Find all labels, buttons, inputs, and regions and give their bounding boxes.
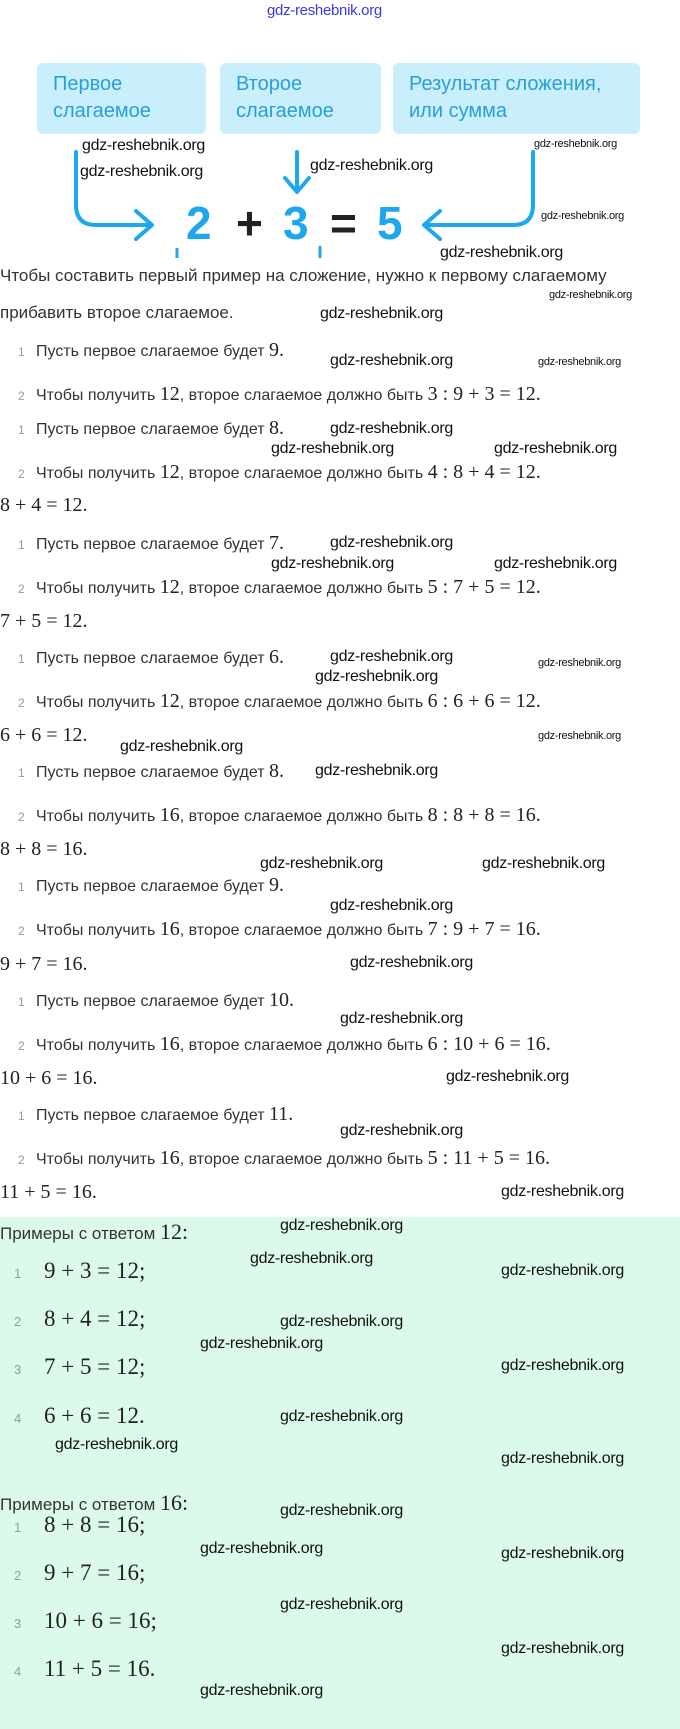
step-second-addend: [18, 383, 541, 406]
summary-title-text: Примеры с ответом: [0, 1495, 160, 1514]
box-line: слагаемое: [53, 100, 151, 122]
step-text: Пусть первое слагаемое будет: [36, 536, 269, 553]
watermark: gdz-reshebnik.org: [549, 289, 632, 301]
step-text: Пусть первое слагаемое будет: [36, 650, 269, 667]
watermark: gdz-reshebnik.org: [267, 2, 382, 19]
step-text: Чтобы получить: [36, 580, 160, 597]
watermark: gdz-reshebnik.org: [446, 1068, 569, 1085]
step-math: 12: [159, 690, 180, 712]
item-number: 3: [14, 1362, 22, 1377]
summary-item: [14, 1656, 155, 1682]
watermark: gdz-reshebnik.org: [80, 163, 203, 180]
watermark: gdz-reshebnik.org: [82, 137, 205, 154]
watermark: gdz-reshebnik.org: [55, 1436, 178, 1453]
step-math: 10.: [268, 989, 294, 1011]
step-number: 1: [18, 538, 25, 552]
summary-item: [14, 1354, 145, 1380]
summary-item: [14, 1560, 145, 1586]
summary-title: [0, 1219, 188, 1245]
step-text: Пусть первое слагаемое будет: [36, 421, 269, 438]
watermark: gdz-reshebnik.org: [501, 1262, 624, 1279]
step-second-addend: [18, 1033, 551, 1056]
watermark: gdz-reshebnik.org: [494, 440, 617, 457]
watermark: gdz-reshebnik.org: [340, 1010, 463, 1027]
step-text: , второе слагаемое должно быть: [179, 694, 428, 711]
step-text: Чтобы получить: [36, 1037, 160, 1054]
watermark: gdz-reshebnik.org: [501, 1183, 624, 1200]
step-math: 6.: [268, 646, 284, 668]
equation-second-addend: 3: [283, 197, 309, 249]
watermark: gdz-reshebnik.org: [280, 1502, 403, 1519]
watermark: gdz-reshebnik.org: [501, 1545, 624, 1562]
step-text: Пусть первое слагаемое будет: [36, 878, 269, 895]
watermark: gdz-reshebnik.org: [271, 440, 394, 457]
intro-line: прибавить второе слагаемое.: [0, 303, 234, 322]
summary-title-number: 12:: [160, 1219, 189, 1244]
step-first-addend: [18, 532, 284, 555]
step-first-addend: [18, 1103, 293, 1126]
step-number: 2: [18, 389, 25, 403]
summary-item: [14, 1608, 157, 1634]
step-text: Чтобы получить: [36, 922, 160, 939]
box-line: или сумма: [409, 100, 507, 122]
item-expression: 9 + 3 = 12;: [44, 1258, 146, 1283]
watermark: gdz-reshebnik.org: [494, 555, 617, 572]
step-number: 2: [18, 810, 25, 824]
step-math: 16: [159, 1147, 180, 1169]
step-number: 1: [18, 766, 25, 780]
step-text: , второе слагаемое должно быть: [179, 922, 428, 939]
step-first-addend: [18, 417, 284, 440]
item-number: 4: [14, 1411, 22, 1426]
watermark: gdz-reshebnik.org: [501, 1640, 624, 1657]
item-expression: 8 + 4 = 12;: [44, 1306, 146, 1331]
watermark: gdz-reshebnik.org: [534, 138, 617, 150]
item-number: 4: [14, 1664, 22, 1679]
step-math: 6 : 6 + 6 = 12.: [427, 690, 541, 712]
step-number: 1: [18, 423, 25, 437]
step-math: 16: [159, 918, 180, 940]
item-expression: 6 + 6 = 12.: [44, 1403, 145, 1428]
step-number: 2: [18, 1153, 25, 1167]
watermark: gdz-reshebnik.org: [538, 657, 621, 669]
step-text: , второе слагаемое должно быть: [179, 580, 428, 597]
step-second-addend: [18, 918, 541, 941]
step-text: Чтобы получить: [36, 387, 160, 404]
summary-item: [14, 1403, 145, 1429]
step-number: 2: [18, 467, 25, 481]
item-number: 1: [14, 1520, 22, 1535]
watermark: gdz-reshebnik.org: [320, 305, 443, 322]
step-math: 8 : 8 + 8 = 16.: [427, 804, 541, 826]
watermark: gdz-reshebnik.org: [541, 210, 624, 222]
step-second-addend: [18, 461, 541, 484]
step-number: 1: [18, 345, 25, 359]
watermark: gdz-reshebnik.org: [280, 1217, 403, 1234]
intro-line: Чтобы составить первый пример на сложение, нужно к первому слагаемому: [0, 266, 607, 285]
step-math: 6 : 10 + 6 = 16.: [427, 1033, 551, 1055]
watermark: gdz-reshebnik.org: [315, 668, 438, 685]
step-text: Чтобы получить: [36, 465, 160, 482]
step-text: Чтобы получить: [36, 808, 160, 825]
box-line: Результат сложения,: [409, 73, 602, 95]
step-second-addend: [18, 690, 541, 713]
step-second-addend: [18, 804, 541, 827]
watermark: gdz-reshebnik.org: [330, 648, 453, 665]
watermark: gdz-reshebnik.org: [260, 855, 383, 872]
step-text: , второе слагаемое должно быть: [179, 387, 428, 404]
item-number: 2: [14, 1314, 22, 1329]
watermark: gdz-reshebnik.org: [200, 1682, 323, 1699]
step-number: 1: [18, 880, 25, 894]
step-math: 16: [159, 1033, 180, 1055]
step-math: 8.: [268, 760, 284, 782]
watermark: gdz-reshebnik.org: [271, 555, 394, 572]
step-text: Чтобы получить: [36, 1151, 160, 1168]
example-result: 11 + 5 = 16.: [0, 1181, 97, 1203]
box-line: слагаемое: [236, 100, 334, 122]
step-math: 9.: [268, 874, 284, 896]
equation-first-addend: 2: [186, 197, 212, 249]
item-expression: 10 + 6 = 16;: [44, 1608, 157, 1633]
watermark: gdz-reshebnik.org: [501, 1357, 624, 1374]
step-text: , второе слагаемое должно быть: [179, 1037, 428, 1054]
step-number: 2: [18, 696, 25, 710]
item-expression: 7 + 5 = 12;: [44, 1354, 146, 1379]
step-first-addend: [18, 646, 284, 669]
step-number: 2: [18, 1039, 25, 1053]
summary-item: [14, 1512, 145, 1538]
step-math: 4 : 8 + 4 = 12.: [427, 461, 541, 483]
step-number: 1: [18, 1109, 25, 1123]
step-second-addend: [18, 1147, 550, 1170]
equation-equals: =: [330, 197, 357, 249]
item-number: 2: [14, 1568, 22, 1583]
step-math: 11.: [268, 1103, 294, 1125]
watermark: gdz-reshebnik.org: [280, 1596, 403, 1613]
example-result: 9 + 7 = 16.: [0, 953, 88, 975]
step-second-addend: [18, 576, 541, 599]
step-math: 12: [159, 461, 180, 483]
watermark: gdz-reshebnik.org: [120, 738, 243, 755]
step-first-addend: [18, 874, 284, 897]
watermark: gdz-reshebnik.org: [280, 1408, 403, 1425]
step-math: 3 : 9 + 3 = 12.: [427, 383, 541, 405]
step-math: 12: [159, 576, 180, 598]
step-number: 1: [18, 652, 25, 666]
equation-plus: +: [236, 197, 263, 249]
watermark: gdz-reshebnik.org: [330, 352, 453, 369]
step-math: 7.: [268, 532, 284, 554]
summary-item: [14, 1306, 145, 1332]
example-result: 10 + 6 = 16.: [0, 1067, 98, 1089]
summary-title-text: Примеры с ответом: [0, 1224, 160, 1243]
example-result: 6 + 6 = 12.: [0, 724, 88, 746]
summary-title-number: 16:: [160, 1490, 189, 1515]
watermark: gdz-reshebnik.org: [330, 897, 453, 914]
item-number: 1: [14, 1266, 22, 1281]
watermark: gdz-reshebnik.org: [538, 730, 621, 742]
watermark: gdz-reshebnik.org: [330, 534, 453, 551]
step-number: 2: [18, 582, 25, 596]
step-first-addend: [18, 760, 284, 783]
watermark: gdz-reshebnik.org: [200, 1335, 323, 1352]
watermark: gdz-reshebnik.org: [310, 157, 433, 174]
step-text: Пусть первое слагаемое будет: [36, 993, 269, 1010]
watermark: gdz-reshebnik.org: [440, 244, 563, 261]
watermark: gdz-reshebnik.org: [200, 1540, 323, 1557]
step-math: 5 : 11 + 5 = 16.: [427, 1147, 550, 1169]
step-text: Пусть первое слагаемое будет: [36, 1107, 269, 1124]
step-text: Чтобы получить: [36, 694, 160, 711]
step-number: 2: [18, 924, 25, 938]
example-result: 8 + 4 = 12.: [0, 494, 88, 516]
watermark: gdz-reshebnik.org: [315, 762, 438, 779]
watermark: gdz-reshebnik.org: [350, 954, 473, 971]
item-expression: 11 + 5 = 16.: [44, 1656, 156, 1681]
watermark: gdz-reshebnik.org: [330, 420, 453, 437]
step-math: 9.: [268, 339, 284, 361]
box-line: Первое: [53, 73, 123, 95]
step-text: , второе слагаемое должно быть: [179, 808, 428, 825]
watermark: gdz-reshebnik.org: [280, 1313, 403, 1330]
step-math: 12: [159, 383, 180, 405]
watermark: gdz-reshebnik.org: [340, 1122, 463, 1139]
watermark: gdz-reshebnik.org: [250, 1250, 373, 1267]
box-line: Второе: [236, 73, 303, 95]
step-first-addend: [18, 989, 294, 1012]
item-expression: 9 + 7 = 16;: [44, 1560, 146, 1585]
watermark: gdz-reshebnik.org: [501, 1450, 624, 1467]
arrow-sum-icon: [424, 152, 533, 239]
step-text: , второе слагаемое должно быть: [179, 1151, 428, 1168]
step-math: 7 : 9 + 7 = 16.: [427, 918, 541, 940]
step-first-addend: [18, 339, 284, 362]
example-result: 7 + 5 = 12.: [0, 610, 88, 632]
example-result: 8 + 8 = 16.: [0, 838, 88, 860]
step-text: Пусть первое слагаемое будет: [36, 764, 269, 781]
step-text: , второе слагаемое должно быть: [179, 465, 428, 482]
step-math: 16: [159, 804, 180, 826]
step-math: 5 : 7 + 5 = 12.: [427, 576, 541, 598]
arrow-second-icon: [285, 152, 309, 192]
summary-item: [14, 1258, 145, 1284]
step-math: 8.: [268, 417, 284, 439]
step-number: 1: [18, 995, 25, 1009]
item-number: 3: [14, 1616, 22, 1631]
step-text: Пусть первое слагаемое будет: [36, 343, 269, 360]
item-expression: 8 + 8 = 16;: [44, 1512, 146, 1537]
equation-sum: 5: [377, 197, 403, 249]
watermark: gdz-reshebnik.org: [482, 855, 605, 872]
watermark: gdz-reshebnik.org: [538, 356, 621, 368]
